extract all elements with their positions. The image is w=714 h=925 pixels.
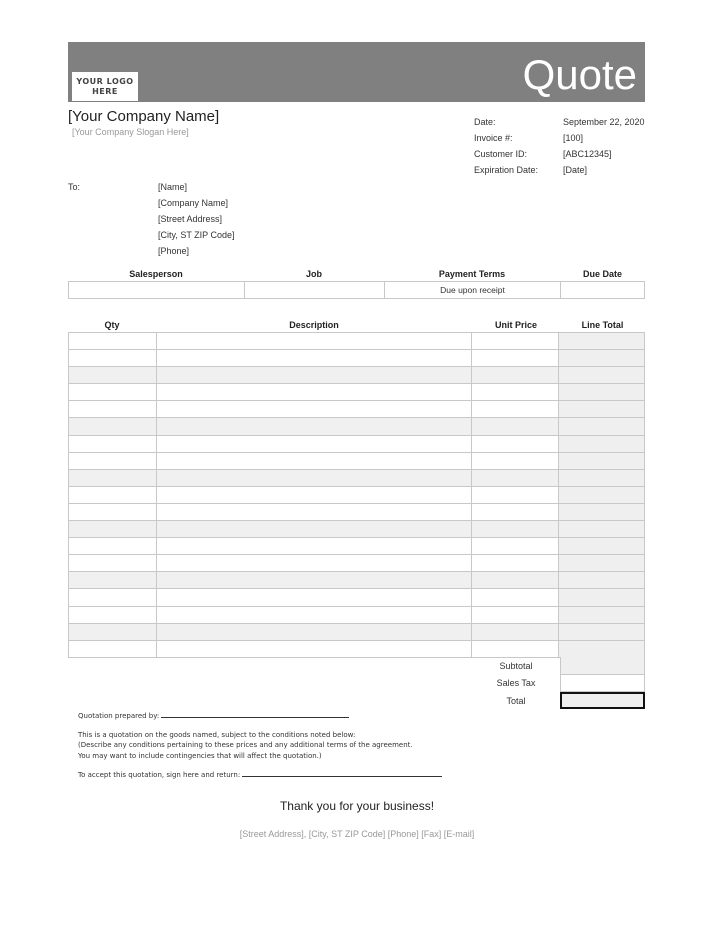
qty-cell[interactable]	[69, 504, 157, 520]
total-value[interactable]	[560, 692, 645, 709]
line-total-cell[interactable]	[559, 350, 644, 366]
qty-cell[interactable]	[69, 470, 157, 486]
recipient-name[interactable]: [Name]	[158, 182, 188, 192]
table-row	[69, 487, 644, 504]
recipient-company[interactable]: [Company Name]	[158, 198, 229, 208]
table-row	[69, 470, 644, 487]
qty-cell[interactable]	[69, 624, 157, 640]
header-banner	[68, 42, 645, 102]
company-slogan[interactable]: [Your Company Slogan Here]	[72, 127, 189, 137]
line-total-cell[interactable]	[559, 624, 644, 640]
conditions-line-3: You may want to include contingencies that will affect the quotation.)	[78, 751, 322, 760]
footer-contact-info[interactable]: [Street Address], [City, ST ZIP Code] [Phone] [Fax] [E-mail]	[239, 829, 475, 839]
line-total-cell[interactable]	[559, 384, 644, 400]
unit-price-cell[interactable]	[472, 624, 560, 640]
unit-price-cell[interactable]	[472, 401, 560, 417]
salesperson-cell[interactable]	[69, 282, 245, 298]
logo-line-2: HERE	[92, 86, 118, 96]
header-salesperson: Salesperson	[129, 269, 183, 279]
table-row	[69, 572, 644, 589]
date-value[interactable]: September 22, 2020	[563, 117, 645, 127]
conditions-line-2: (Describe any conditions pertaining to these prices and any additional terms of the agreement.	[78, 741, 413, 749]
line-total-cell[interactable]	[559, 453, 644, 469]
description-cell[interactable]	[157, 538, 472, 554]
table-row	[69, 401, 644, 418]
description-cell[interactable]	[157, 607, 472, 623]
totals-section	[472, 657, 645, 710]
line-total-cell[interactable]	[559, 333, 644, 349]
unit-price-cell[interactable]	[472, 641, 560, 657]
qty-cell[interactable]	[69, 487, 157, 503]
line-total-cell[interactable]	[559, 487, 644, 503]
conditions-line-1: This is a quotation on the goods named, subject to the conditions noted below:	[78, 730, 356, 739]
total-row	[472, 692, 645, 710]
items-table-header	[68, 320, 645, 330]
description-cell[interactable]	[157, 589, 472, 605]
customer-id-value[interactable]: [ABC12345]	[563, 149, 612, 159]
qty-cell[interactable]	[69, 607, 157, 623]
header-qty: Qty	[104, 320, 120, 330]
job-cell[interactable]	[245, 282, 385, 298]
unit-price-cell[interactable]	[472, 521, 560, 537]
line-total-cell[interactable]	[559, 641, 644, 657]
info-label: Date:	[474, 117, 496, 127]
qty-cell[interactable]	[69, 367, 157, 383]
info-label: Expiration Date:	[474, 165, 539, 175]
recipient-address	[158, 182, 235, 262]
description-cell[interactable]	[157, 453, 472, 469]
description-cell[interactable]	[157, 470, 472, 486]
prepared-by-label: Quotation prepared by:	[78, 712, 160, 720]
description-cell[interactable]	[157, 572, 472, 588]
table-row	[69, 555, 644, 572]
description-cell[interactable]	[157, 401, 472, 417]
quote-info	[474, 114, 653, 178]
description-cell[interactable]	[157, 487, 472, 503]
unit-price-cell[interactable]	[472, 538, 560, 554]
line-total-cell[interactable]	[559, 436, 644, 452]
info-row-invoice	[474, 130, 653, 146]
accept-signature-line[interactable]	[242, 769, 442, 777]
table-row	[69, 641, 644, 658]
description-cell[interactable]	[157, 641, 472, 657]
subtotal-value[interactable]	[560, 657, 645, 675]
terms-table	[68, 281, 645, 299]
table-row	[69, 607, 644, 624]
table-row	[69, 418, 644, 435]
unit-price-cell[interactable]	[472, 453, 560, 469]
document-title: Quote	[522, 51, 637, 98]
thank-you-message: Thank you for your business!	[279, 799, 435, 813]
header-line-total: Line Total	[581, 320, 624, 330]
description-cell[interactable]	[157, 436, 472, 452]
header-unit-price: Unit Price	[494, 320, 537, 330]
qty-cell[interactable]	[69, 333, 157, 349]
sales-tax-label: Sales Tax	[496, 678, 536, 689]
unit-price-cell[interactable]	[472, 572, 560, 588]
table-row	[69, 624, 644, 641]
unit-price-cell[interactable]	[472, 607, 560, 623]
unit-price-cell[interactable]	[472, 555, 560, 571]
accept-line	[78, 769, 442, 781]
due-date-cell[interactable]	[561, 282, 644, 298]
info-row-expiration	[474, 162, 653, 178]
unit-price-cell[interactable]	[472, 470, 560, 486]
qty-cell[interactable]	[69, 453, 157, 469]
qty-cell[interactable]	[69, 384, 157, 400]
description-cell[interactable]	[157, 521, 472, 537]
table-row	[69, 367, 644, 384]
description-cell[interactable]	[157, 367, 472, 383]
unit-price-cell[interactable]	[472, 436, 560, 452]
qty-cell[interactable]	[69, 401, 157, 417]
line-total-cell[interactable]	[559, 470, 644, 486]
qty-cell[interactable]	[69, 418, 157, 434]
line-total-cell[interactable]	[559, 504, 644, 520]
unit-price-cell[interactable]	[472, 418, 560, 434]
description-cell[interactable]	[157, 555, 472, 571]
payment-terms-cell[interactable]: Due upon receipt	[385, 282, 561, 298]
sales-tax-row	[472, 675, 645, 693]
header-payment-terms: Payment Terms	[438, 269, 506, 279]
qty-cell[interactable]	[69, 436, 157, 452]
qty-cell[interactable]	[69, 572, 157, 588]
table-row	[69, 521, 644, 538]
qty-cell[interactable]	[69, 589, 157, 605]
prepared-by-signature-line[interactable]	[161, 710, 349, 718]
description-cell[interactable]	[157, 384, 472, 400]
accept-label: To accept this quotation, sign here and return:	[78, 771, 241, 779]
to-label: To:	[68, 182, 81, 192]
subtotal-row	[472, 657, 645, 675]
unit-price-cell[interactable]	[472, 487, 560, 503]
qty-cell[interactable]	[69, 538, 157, 554]
line-total-cell[interactable]	[559, 589, 644, 605]
items-table	[68, 332, 645, 658]
invoice-number-value[interactable]: [100]	[563, 133, 584, 143]
header-description: Description	[289, 320, 339, 330]
info-row-date	[474, 114, 653, 130]
total-label: Total	[506, 695, 526, 706]
unit-price-cell[interactable]	[472, 384, 560, 400]
table-row	[69, 504, 644, 521]
subtotal-label: Subtotal	[499, 660, 533, 671]
unit-price-cell[interactable]	[472, 504, 560, 520]
qty-cell[interactable]	[69, 555, 157, 571]
prepared-by-line	[78, 710, 442, 722]
qty-cell[interactable]	[69, 641, 157, 657]
unit-price-cell[interactable]	[472, 367, 560, 383]
table-row	[69, 436, 644, 453]
logo-line-1: YOUR LOGO	[76, 76, 134, 86]
table-row	[69, 589, 644, 606]
line-total-cell[interactable]	[559, 572, 644, 588]
line-total-cell[interactable]	[559, 538, 644, 554]
qty-cell[interactable]	[69, 521, 157, 537]
table-row	[69, 384, 644, 401]
table-row	[69, 333, 644, 350]
company-name[interactable]: [Your Company Name]	[68, 108, 220, 125]
header-due-date: Due Date	[582, 269, 622, 279]
table-row	[69, 350, 644, 367]
logo-placeholder[interactable]	[72, 72, 138, 101]
info-row-customer-id	[474, 146, 653, 162]
line-total-cell[interactable]	[559, 555, 644, 571]
recipient-phone[interactable]: [Phone]	[158, 246, 190, 256]
description-cell[interactable]	[157, 504, 472, 520]
qty-cell[interactable]	[69, 350, 157, 366]
unit-price-cell[interactable]	[472, 333, 560, 349]
table-row	[69, 538, 644, 555]
description-cell[interactable]	[157, 624, 472, 640]
expiration-date-value[interactable]: [Date]	[563, 165, 588, 175]
terms-table-header	[68, 269, 645, 279]
header-job: Job	[305, 269, 322, 279]
description-cell[interactable]	[157, 333, 472, 349]
line-total-cell[interactable]	[559, 401, 644, 417]
unit-price-cell[interactable]	[472, 589, 560, 605]
recipient-city[interactable]: [City, ST ZIP Code]	[158, 230, 235, 240]
recipient-street[interactable]: [Street Address]	[158, 214, 223, 224]
line-total-cell[interactable]	[559, 418, 644, 434]
line-total-cell[interactable]	[559, 367, 644, 383]
unit-price-cell[interactable]	[472, 350, 560, 366]
description-cell[interactable]	[157, 350, 472, 366]
line-total-cell[interactable]	[559, 521, 644, 537]
description-cell[interactable]	[157, 418, 472, 434]
quote-notes	[78, 710, 442, 781]
table-row	[69, 453, 644, 470]
info-label: Customer ID:	[474, 149, 528, 159]
sales-tax-value[interactable]	[560, 675, 645, 693]
info-label: Invoice #:	[474, 133, 513, 143]
line-total-cell[interactable]	[559, 607, 644, 623]
